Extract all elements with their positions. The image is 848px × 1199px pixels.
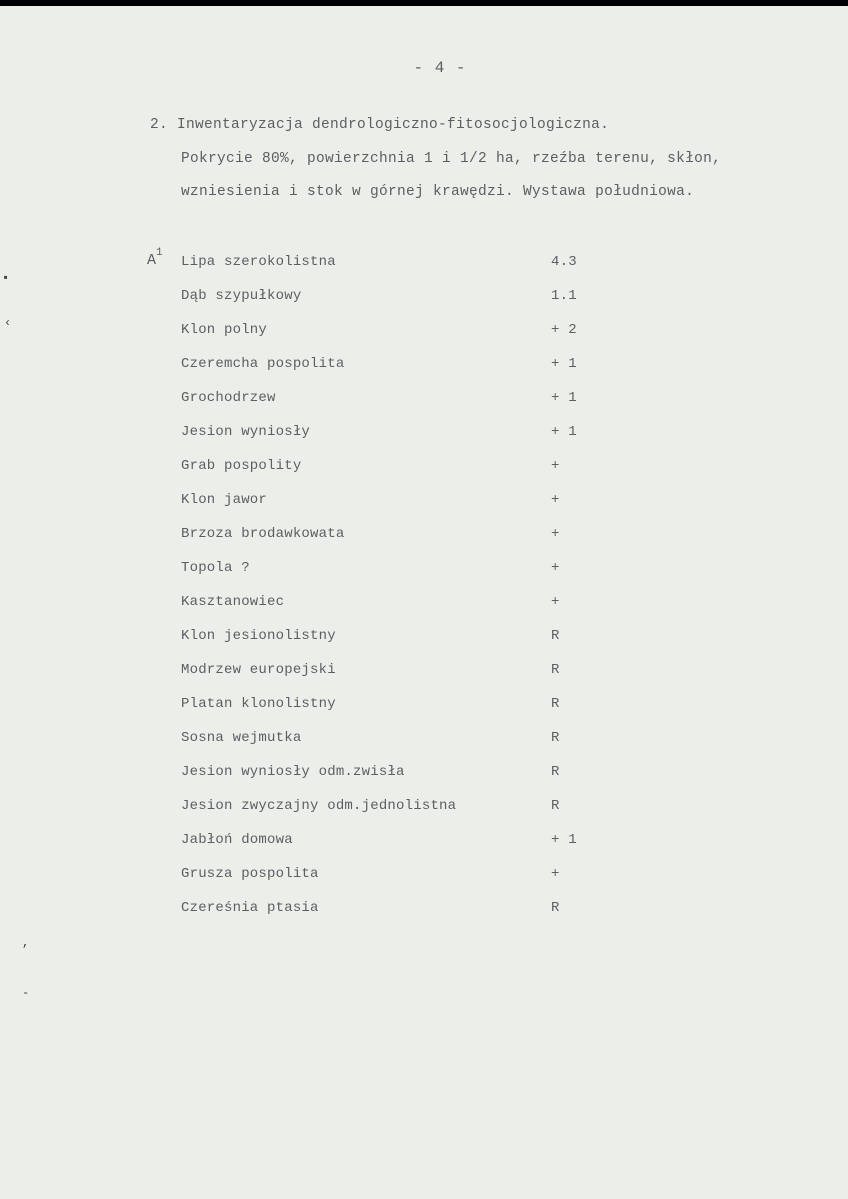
species-name: Platan klonolistny [181, 696, 336, 712]
list-item [181, 458, 621, 492]
list-item [181, 628, 621, 662]
species-value: + [551, 560, 560, 576]
margin-tick-mark: ‹ [4, 316, 12, 330]
list-item [181, 322, 621, 356]
species-value: + 1 [551, 424, 577, 440]
species-name: Topola ? [181, 560, 250, 576]
species-name: Grab pospolity [181, 458, 302, 474]
species-value: + [551, 526, 560, 542]
species-name: Jesion wyniosły odm.zwisła [181, 764, 405, 780]
list-item [181, 662, 621, 696]
document-page [0, 6, 848, 1199]
species-name: Klon jawor [181, 492, 268, 508]
list-item [181, 492, 621, 526]
margin-tick-mark: , [22, 936, 30, 950]
species-value: + 2 [551, 322, 577, 338]
species-name: Czereśnia ptasia [181, 900, 319, 916]
species-value: R [551, 696, 560, 712]
list-item [181, 526, 621, 560]
page-number: - 4 - [413, 59, 467, 77]
species-value: 4.3 [551, 254, 577, 270]
species-name: Grochodrzew [181, 390, 276, 406]
species-value: R [551, 900, 560, 916]
species-list [181, 254, 621, 934]
species-value: R [551, 730, 560, 746]
species-value: + 1 [551, 390, 577, 406]
list-item [181, 866, 621, 900]
species-value: R [551, 798, 560, 814]
list-item [181, 764, 621, 798]
species-name: Jabłoń domowa [181, 832, 293, 848]
list-item [181, 560, 621, 594]
description-line-1: Pokrycie 80%, powierzchnia 1 i 1/2 ha, rzeźba terenu, skłon, [181, 151, 722, 167]
species-value: 1.1 [551, 288, 577, 304]
species-name: Czeremcha pospolita [181, 356, 345, 372]
layer-letter: A [147, 252, 157, 269]
species-value: R [551, 764, 560, 780]
layer-superscript: 1 [156, 247, 163, 259]
species-value: + 1 [551, 832, 577, 848]
list-item [181, 594, 621, 628]
list-item [181, 356, 621, 390]
species-value: + [551, 594, 560, 610]
species-name: Lipa szerokolistna [181, 254, 336, 270]
species-name: Jesion wyniosły [181, 424, 311, 440]
species-value: + [551, 492, 560, 508]
section-heading: 2. Inwentaryzacja dendrologiczno-fitosocjologiczna. [150, 117, 610, 133]
list-item [181, 288, 621, 322]
species-value: + 1 [551, 356, 577, 372]
species-name: Grusza pospolita [181, 866, 319, 882]
species-name: Klon jesionolistny [181, 628, 336, 644]
list-item [181, 798, 621, 832]
species-name: Klon polny [181, 322, 268, 338]
list-item [181, 390, 621, 424]
species-value: R [551, 662, 560, 678]
list-item [181, 424, 621, 458]
species-value: + [551, 458, 560, 474]
species-value: R [551, 628, 560, 644]
species-name: Modrzew europejski [181, 662, 336, 678]
list-item [181, 696, 621, 730]
list-item [181, 900, 621, 934]
species-name: Brzoza brodawkowata [181, 526, 345, 542]
description-line-2: wzniesienia i stok w górnej krawędzi. Wystawa południowa. [181, 184, 695, 200]
species-name: Sosna wejmutka [181, 730, 302, 746]
species-name: Dąb szypułkowy [181, 288, 302, 304]
layer-label [147, 247, 163, 269]
species-value: + [551, 866, 560, 882]
list-item [181, 254, 621, 288]
species-name: Jesion zwyczajny odm.jednolistna [181, 798, 457, 814]
margin-tick-mark: - [22, 986, 30, 1000]
margin-tick-mark: ▪ [2, 271, 10, 285]
list-item [181, 832, 621, 866]
species-name: Kasztanowiec [181, 594, 285, 610]
list-item [181, 730, 621, 764]
